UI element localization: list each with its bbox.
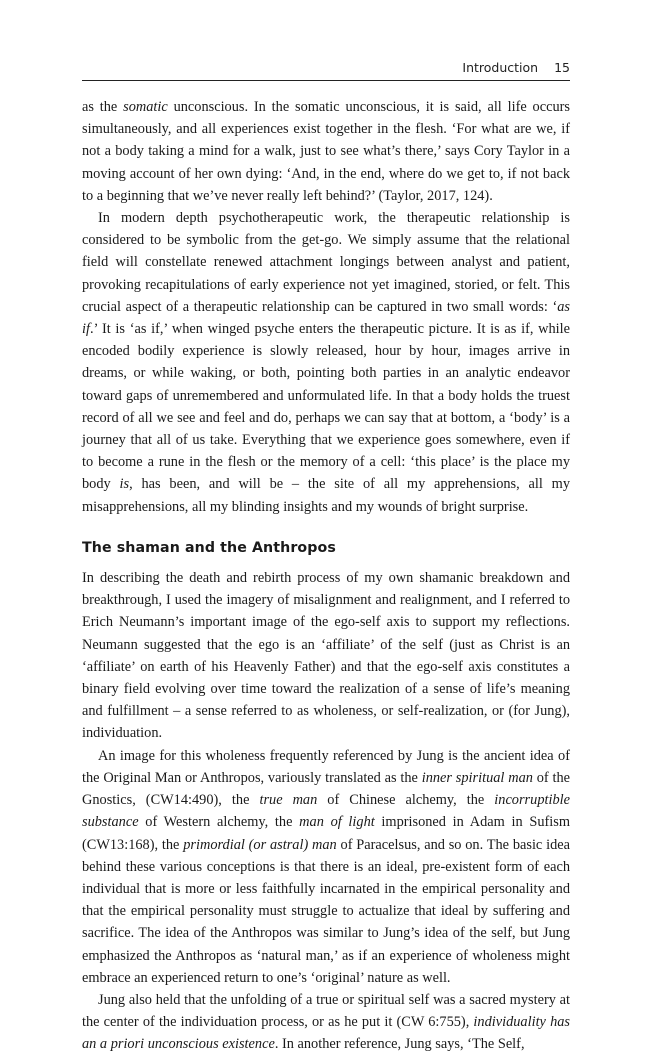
paragraph-4-text-6: of Paracelsus, and so on. The basic idea behind these various conceptions is that there is an ideal, pre-existent form of each individual that is more or less faithfully incarnated in the empirical personality and that the empirical personality must struggle to actualize that ideal by suffering and sacrifice. The idea of the Anthropos was similar to Jung’s idea of the self, but Jung emphasized the Anthropos as ‘natural man,’ as if an experience of wholeness might embrace an experienced return to one’s ‘original’ nature as well. bbox=[82, 836, 570, 986]
paragraph-4-text-1: An image for this wholeness frequently referenced by Jung is the ancient idea of the Original Man or Anthropos, variously translated as the bbox=[82, 747, 570, 786]
paragraph-2-text-3: , has been, and will be – the site of all my apprehensions, all my misapprehensions, all my blinding insights and my wounds of bright surprise. bbox=[82, 476, 571, 515]
paragraph-5-text-1: Jung also held that the unfolding of a true or spiritual self was a sacred mystery at the center of the individuation process, or as he put it (CW 6:755), bbox=[82, 991, 570, 1031]
paragraph-4-italic-1: inner spiritual man bbox=[421, 769, 533, 786]
paragraph-3-text-1: In describing the death and rebirth process of my own shamanic breakdown and breakthrough, I used the imagery of misalignment and realignment, and I referred to Erich Neumann’s important image of the ego-self axis to support my reflections. Neumann suggested that the ego is an ‘affiliate’ of the self (just as Christ is an ‘affiliate’ on earth of his Heavenly Father) and that the ego-self axis constitutes a binary field evolving over time toward the realization of a sense of life’s meaning and fulfillment – a sense referred to as wholeness, or self-realization, or (for Jung), individuation. bbox=[82, 570, 570, 742]
page-body bbox=[82, 96, 570, 1056]
section-heading: The shaman and the Anthropos bbox=[82, 539, 336, 556]
paragraph-2-text-1: In modern depth psychotherapeutic work, the therapeutic relationship is considered to be symbolic from the get-go. We simply assume that the relational field will constellate renewed attachment longings between analyst and patient, provoking recapitulations of early experience not yet imagined, storied, or felt. This crucial aspect of a therapeutic relationship can be captured in two small words: ‘ bbox=[82, 210, 570, 315]
paragraph-4-italic-5: primordial (or astral) man bbox=[183, 836, 337, 853]
paragraph-4-text-2: of the Gnostics, (CW14:490), the bbox=[82, 769, 570, 809]
paragraph-5 bbox=[82, 989, 570, 1056]
running-head-text bbox=[462, 60, 570, 75]
paragraph-1-italic-1: somatic bbox=[123, 99, 168, 115]
paragraph-4-text-4: of Western alchemy, the bbox=[138, 814, 300, 831]
paragraph-4-text-5: imprisoned in Adam in Sufism (CW13:168), the bbox=[82, 814, 570, 853]
paragraph-2-italic-2: is bbox=[119, 476, 130, 493]
paragraph-3 bbox=[82, 567, 570, 745]
page-number: 15 bbox=[554, 60, 570, 75]
paragraph-1-text-1: as the bbox=[82, 99, 124, 115]
paragraph-4-italic-4: man of light bbox=[299, 814, 375, 831]
paragraph-2 bbox=[82, 207, 570, 518]
paragraph-5-italic-1: individuality has an a priori unconscious existence bbox=[82, 1014, 570, 1053]
paragraph-1-text-2: unconscious. In the somatic unconscious, it is said, all life occurs simultaneously, and all experiences exist together in the flesh. ‘For what are we, if not a body taking a mind for a walk, just to see what’s there,’ says Cory Taylor in a moving account of her own dying: ‘And, in the end, where do we get to, if not back to a beginning that we’ve never really left behind?’ (Taylor, 2017, 124). bbox=[82, 99, 570, 204]
paragraph-4 bbox=[82, 745, 570, 989]
paragraph-2-text-2: .’ It is ‘as if,’ when winged psyche enters the therapeutic picture. It is as if, while encoded bodily experience is slowly released, hour by hour, images arrive in dreams, or while waking, or both, pointing both parties in an analytic endeavor toward gaps of unremembered and unformulated life. In that a body holds the truest record of all we see and feel and do, perhaps we can say that at bottom, a ‘body’ is a journey that all of us take. Everything that we experience goes somewhere, even if to become a rune in the flesh or the memory of a cell: ‘this place’ is the place my body bbox=[82, 321, 570, 493]
paragraph-1 bbox=[82, 96, 570, 207]
paragraph-5-text-2: . In another reference, Jung says, ‘The Self, bbox=[274, 1036, 525, 1053]
paragraph-4-italic-3: incorruptible substance bbox=[82, 792, 570, 831]
paragraph-4-text-3: of Chinese alchemy, the bbox=[317, 792, 495, 809]
paragraph-2-italic-1: as if bbox=[82, 298, 570, 338]
running-head-title: Introduction bbox=[462, 60, 539, 75]
paragraph-4-italic-2: true man bbox=[259, 792, 318, 809]
running-head bbox=[82, 58, 570, 81]
